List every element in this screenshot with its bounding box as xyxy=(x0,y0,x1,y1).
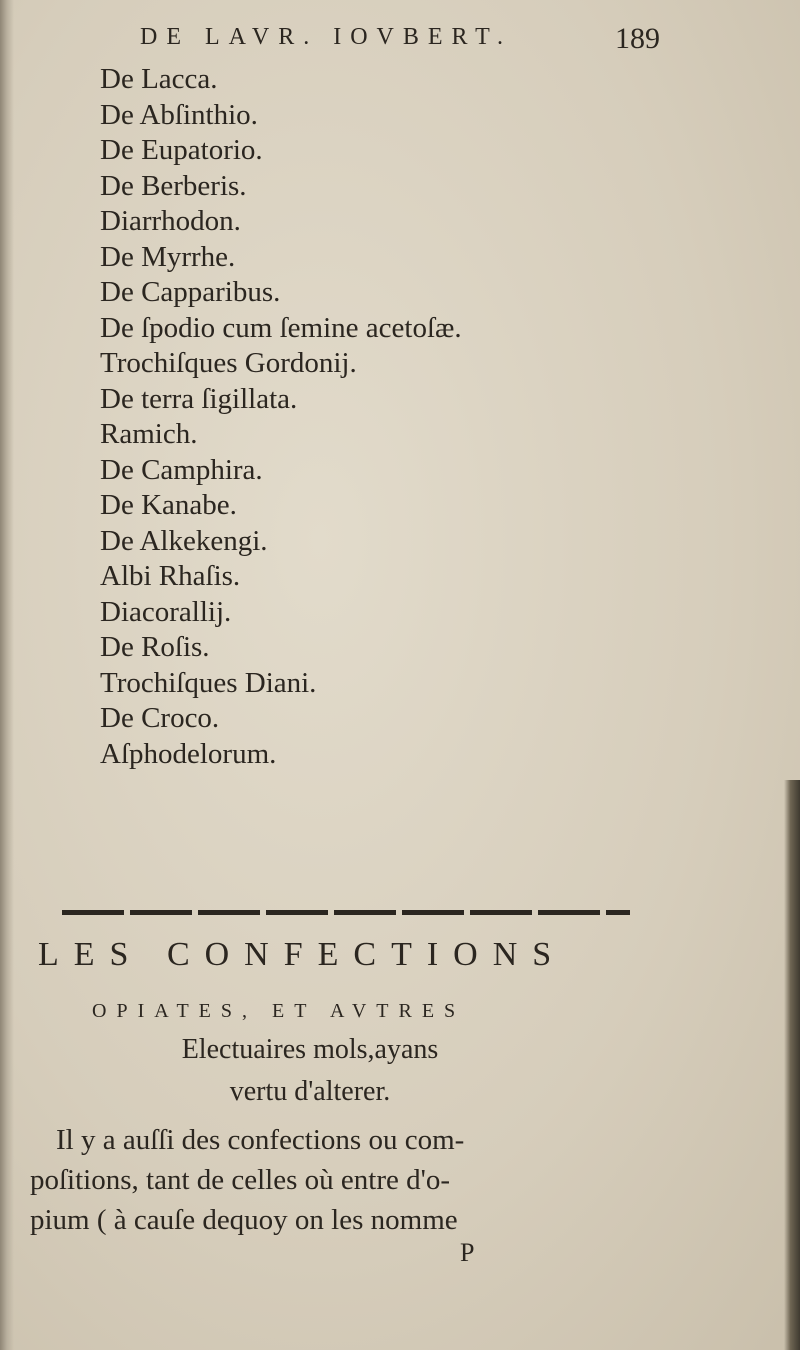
list-item: Trochiſques Gordonij. xyxy=(100,347,357,379)
page-header xyxy=(140,20,660,60)
list-item: Trochiſques Diani. xyxy=(100,666,317,699)
list-item: Diacorallij. xyxy=(100,595,232,628)
list-item: De Capparibus. xyxy=(100,276,281,308)
page-edge-shadow xyxy=(784,780,800,1350)
list-item: De Berberis. xyxy=(100,169,247,202)
section-description: Electuaires mols,ayans xyxy=(181,1034,439,1065)
section-description-continued: vertu d'alterer. xyxy=(229,1076,391,1107)
section-divider xyxy=(62,910,630,915)
list-item: De Myrrhe. xyxy=(100,240,236,273)
section-subtitle: OPIATES, ET AVTRES xyxy=(92,1000,466,1022)
list-item: De Roſis. xyxy=(100,631,210,663)
page-number: 189 xyxy=(615,22,660,55)
section-title: LES CONFECTIONS xyxy=(38,936,567,973)
list-item: De Camphira. xyxy=(100,453,263,486)
paragraph-line: pium ( à cauſe dequoy on les nomme xyxy=(30,1204,458,1236)
list-item: De ſpodio cum ſemine acetoſæ. xyxy=(100,311,462,344)
paragraph-line: Il y a auſſi des confections ou com- xyxy=(56,1124,465,1156)
running-title: DE LAVR. IOVBERT. xyxy=(140,24,512,50)
list-item: De terra ſigillata. xyxy=(100,382,298,415)
body-paragraph xyxy=(30,1120,670,1240)
list-item: De Alkekengi. xyxy=(100,524,268,557)
list-item: De Kanabe. xyxy=(100,489,237,521)
page-gutter-shadow xyxy=(0,0,14,1350)
list-item: De Lacca. xyxy=(100,63,218,95)
list-item: Ramich. xyxy=(100,418,198,450)
list-item: Aſphodelorum. xyxy=(100,737,277,770)
paragraph-line: poſitions, tant de celles où entre d'o- xyxy=(30,1164,450,1196)
list-item: Diarrhodon. xyxy=(100,205,241,237)
list-item: Albi Rhaſis. xyxy=(100,560,241,592)
recipe-list xyxy=(100,62,700,772)
list-item: De Abſinthio. xyxy=(100,98,258,131)
list-item: De Eupatorio. xyxy=(100,134,263,166)
list-item: De Croco. xyxy=(100,702,220,734)
catchword: P xyxy=(460,1238,475,1267)
